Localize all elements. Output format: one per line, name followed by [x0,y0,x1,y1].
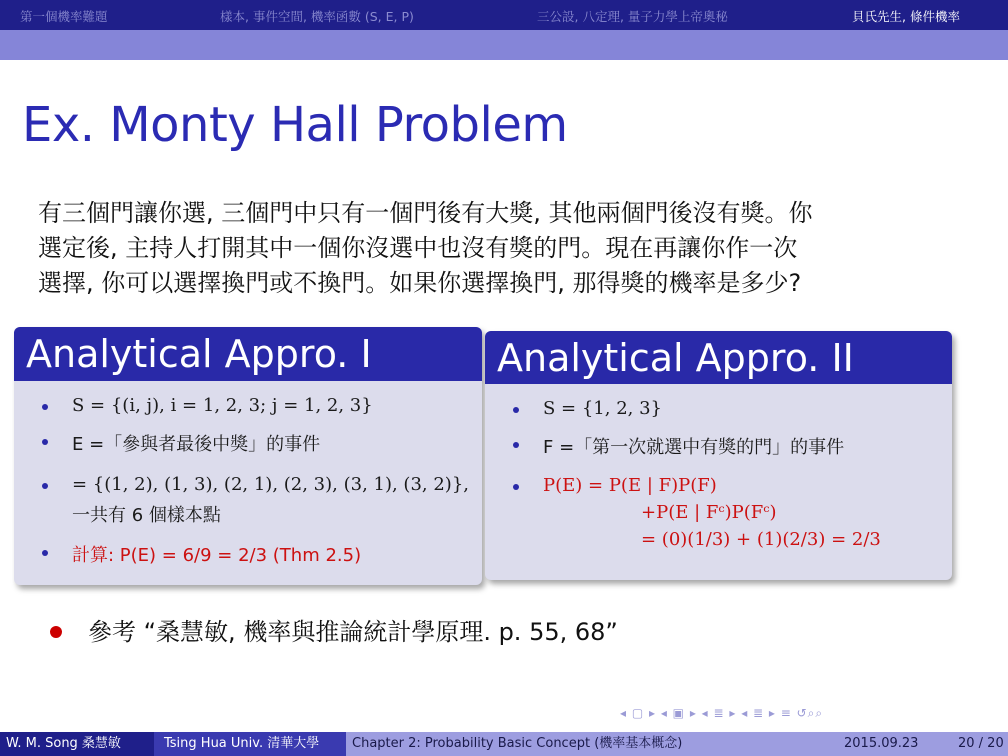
problem-line: 選定後, 主持人打開其中一個你沒選中也沒有獎的門。現在再讓你作一次 [38,234,798,262]
event-def: F =「第一次就選中有獎的門」的事件 [543,437,845,458]
footer-author: W. M. Song 桑慧敏 [0,732,154,756]
beamer-navigation-icons[interactable]: ◂ ▢ ▸ ◂ ▣ ▸ ◂ ≣ ▸ ◂ ≣ ▸ ≡ ↺⌕⌕ [620,706,824,720]
bullet-icon [42,483,48,489]
list-item [14,395,482,416]
bullet-icon [42,404,48,410]
sample-count: 一共有 6 個樣本點 [72,505,221,526]
subsection-bar [0,30,1008,60]
list-item [14,474,482,527]
event-def: E =「參與者最後中獎」的事件 [72,434,321,455]
nav-section-4-active[interactable]: 貝氏先生, 條件機率 [852,9,960,24]
problem-line: 選擇, 你可以選擇換門或不換門。如果你選擇換門, 那得獎的機率是多少? [38,269,802,297]
footer-institute: Tsing Hua Univ. 清華大學 [154,732,346,756]
list-item [14,541,482,567]
approach-one-title: Analytical Appro. I [14,327,482,381]
footer-chapter-area [346,732,1008,756]
total-probability-term: +P(E | Fᶜ)P(Fᶜ) [641,502,777,523]
bullet-icon [513,484,519,490]
approach-two-title: Analytical Appro. II [485,331,952,384]
event-set: = {(1, 2), (1, 3), (2, 1), (2, 3), (3, 1), (3, 2)}, [72,474,470,495]
bullet-icon [42,439,48,445]
footer-bar [0,732,1008,756]
calculation-result: 計算: P(E) = 6/9 = 2/3 (Thm 2.5) [72,545,362,566]
page-title: Ex. Monty Hall Problem [22,97,568,153]
total-probability-formula: P(E) = P(E | F)P(F) [543,475,717,496]
list-item [485,398,952,419]
nav-section-1[interactable]: 第一個機率難題 [20,9,108,24]
nav-section-2[interactable]: 樣本, 事件空間, 機率函數 (S, E, P) [220,9,414,24]
problem-line: 有三個門讓你選, 三個門中只有一個門後有大獎, 其他兩個門後沒有獎。你 [38,199,813,227]
bullet-icon [42,550,48,556]
section-navigation-bar [0,0,1008,30]
total-probability-result: = (0)(1/3) + (1)(2/3) = 2/3 [641,529,881,550]
sample-space-def: S = {(i, j), i = 1, 2, 3; j = 1, 2, 3} [72,395,373,416]
approach-two-block [485,331,952,580]
footer-page-number: 20 / 20 [958,736,1004,751]
footer-chapter: Chapter 2: Probability Basic Concept (機率基本概念) [352,736,682,751]
bullet-icon [513,407,519,413]
reference-line [50,612,618,647]
red-bullet-icon [50,626,62,638]
footer-date: 2015.09.23 [844,736,919,751]
list-item [485,475,952,550]
list-item [485,433,952,459]
nav-section-3[interactable]: 三公設, 八定理, 量子力學上帝奧秘 [537,9,728,24]
sample-space-def: S = {1, 2, 3} [543,398,663,419]
bullet-icon [513,442,519,448]
list-item [14,430,482,456]
approach-one-block [14,327,482,585]
reference-text: 參考 “桑慧敏, 機率與推論統計學原理. p. 55, 68” [88,618,618,646]
problem-statement [38,196,938,301]
